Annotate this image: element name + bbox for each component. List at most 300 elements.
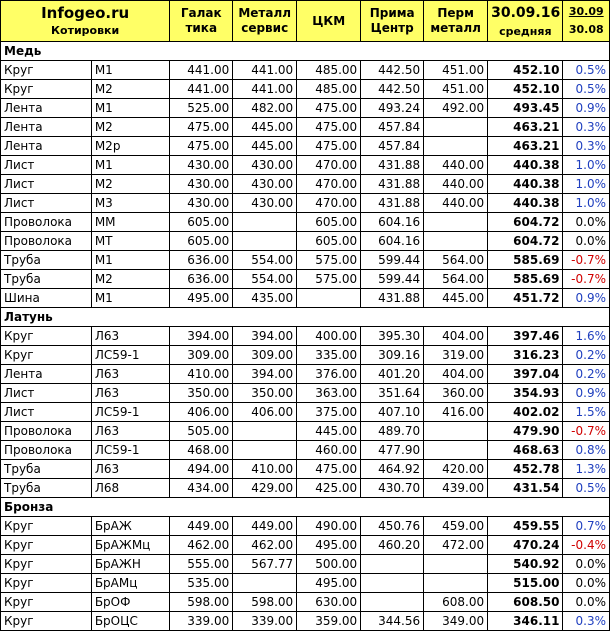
price-perm-metall: 472.00 <box>424 536 488 555</box>
price-change: 1.3% <box>563 460 610 479</box>
brand-title[interactable]: Infogeo.ru <box>41 4 130 22</box>
price-average: 493.45 <box>488 99 563 118</box>
col-header-line2: Центр <box>370 21 414 35</box>
price-galaktika: 410.00 <box>170 365 233 384</box>
table-row <box>1 327 610 346</box>
price-tskm: 630.00 <box>297 593 361 612</box>
col-header-line1: Прима <box>369 6 415 20</box>
table-row <box>1 61 610 80</box>
product-name: Круг <box>1 612 92 631</box>
section-filler <box>488 308 563 327</box>
price-prima-tsentr: 309.16 <box>361 346 424 365</box>
price-metallservis: 445.00 <box>233 137 297 156</box>
section-filler <box>361 42 424 61</box>
col-header-line1: Галак <box>180 6 222 20</box>
price-average: 452.78 <box>488 460 563 479</box>
price-tskm: 475.00 <box>297 137 361 156</box>
price-tskm: 335.00 <box>297 346 361 365</box>
price-galaktika: 309.00 <box>170 346 233 365</box>
price-change: -0.7% <box>563 251 610 270</box>
product-name: Лист <box>1 194 92 213</box>
product-name: Лента <box>1 365 92 384</box>
price-tskm: 475.00 <box>297 118 361 137</box>
price-metallservis: 410.00 <box>233 460 297 479</box>
col-header-line1: ЦКМ <box>312 13 346 28</box>
price-change: -0.4% <box>563 536 610 555</box>
product-grade: МТ <box>91 232 169 251</box>
price-change: 1.0% <box>563 175 610 194</box>
col-header-line1: Металл <box>238 6 292 20</box>
price-galaktika: 449.00 <box>170 517 233 536</box>
price-tskm: 445.00 <box>297 422 361 441</box>
product-grade: ЛС59-1 <box>91 403 169 422</box>
section-filler <box>361 308 424 327</box>
price-average: 463.21 <box>488 118 563 137</box>
price-change: 0.5% <box>563 61 610 80</box>
table-row <box>1 422 610 441</box>
col-header-metallservis <box>233 1 297 42</box>
product-grade: БрОЦС <box>91 612 169 631</box>
product-grade: БрАЖН <box>91 555 169 574</box>
section-filler <box>91 498 169 517</box>
price-change: 0.5% <box>563 80 610 99</box>
col-header-galaktika <box>170 1 233 42</box>
section-filler <box>424 498 488 517</box>
product-name: Труба <box>1 251 92 270</box>
col-header-line2: тика <box>185 21 218 35</box>
price-metallservis: 482.00 <box>233 99 297 118</box>
price-perm-metall: 404.00 <box>424 327 488 346</box>
price-average: 397.04 <box>488 365 563 384</box>
product-grade: ММ <box>91 213 169 232</box>
product-name: Лист <box>1 175 92 194</box>
price-change: 0.0% <box>563 213 610 232</box>
col-header-change <box>563 1 610 42</box>
price-tskm: 485.00 <box>297 61 361 80</box>
price-metallservis: 462.00 <box>233 536 297 555</box>
table-row <box>1 460 610 479</box>
table-row <box>1 213 610 232</box>
price-prima-tsentr: 489.70 <box>361 422 424 441</box>
price-tskm: 490.00 <box>297 517 361 536</box>
section-filler <box>297 498 361 517</box>
price-metallservis: 430.00 <box>233 175 297 194</box>
table-row <box>1 365 610 384</box>
price-prima-tsentr: 493.24 <box>361 99 424 118</box>
price-average: 585.69 <box>488 270 563 289</box>
header-avg-label: средняя <box>499 25 552 38</box>
price-perm-metall: 459.00 <box>424 517 488 536</box>
product-grade: М1 <box>91 251 169 270</box>
price-prima-tsentr: 599.44 <box>361 270 424 289</box>
product-grade: Л63 <box>91 384 169 403</box>
header-row <box>1 1 610 42</box>
product-grade: М2 <box>91 80 169 99</box>
price-tskm: 605.00 <box>297 232 361 251</box>
price-perm-metall: 445.00 <box>424 289 488 308</box>
price-galaktika: 434.00 <box>170 479 233 498</box>
section-filler <box>297 308 361 327</box>
price-average: 431.54 <box>488 479 563 498</box>
price-average: 604.72 <box>488 232 563 251</box>
table-row <box>1 593 610 612</box>
price-metallservis: 430.00 <box>233 156 297 175</box>
table-row <box>1 175 610 194</box>
table-row <box>1 536 610 555</box>
price-galaktika: 475.00 <box>170 137 233 156</box>
product-name: Лист <box>1 384 92 403</box>
table-row <box>1 517 610 536</box>
product-name: Круг <box>1 593 92 612</box>
section-filler <box>170 498 233 517</box>
price-tskm: 359.00 <box>297 612 361 631</box>
price-perm-metall: 608.00 <box>424 593 488 612</box>
price-change: 1.0% <box>563 194 610 213</box>
product-name: Круг <box>1 536 92 555</box>
price-change: 0.9% <box>563 384 610 403</box>
section-title: Медь <box>1 42 92 61</box>
product-grade: Л63 <box>91 327 169 346</box>
table-row <box>1 156 610 175</box>
table-row <box>1 251 610 270</box>
section-filler <box>563 42 610 61</box>
price-metallservis: 441.00 <box>233 61 297 80</box>
price-galaktika: 598.00 <box>170 593 233 612</box>
price-metallservis: 598.00 <box>233 593 297 612</box>
price-tskm: 575.00 <box>297 251 361 270</box>
price-perm-metall <box>424 232 488 251</box>
table-row <box>1 441 610 460</box>
table-row <box>1 384 610 403</box>
product-grade: ЛС59-1 <box>91 346 169 365</box>
price-tskm: 400.00 <box>297 327 361 346</box>
price-metallservis: 339.00 <box>233 612 297 631</box>
price-perm-metall <box>424 422 488 441</box>
product-name: Круг <box>1 80 92 99</box>
price-galaktika: 605.00 <box>170 232 233 251</box>
price-change: 0.2% <box>563 365 610 384</box>
price-galaktika: 339.00 <box>170 612 233 631</box>
quotes-body <box>1 42 610 631</box>
table-row <box>1 232 610 251</box>
section-filler <box>563 498 610 517</box>
price-change: 0.9% <box>563 289 610 308</box>
col-header-average <box>488 1 563 42</box>
section-filler <box>91 308 169 327</box>
col-header-line2: металл <box>430 21 481 35</box>
table-row <box>1 80 610 99</box>
product-grade: М1 <box>91 99 169 118</box>
price-prima-tsentr: 457.84 <box>361 118 424 137</box>
price-metallservis: 449.00 <box>233 517 297 536</box>
price-average: 515.00 <box>488 574 563 593</box>
price-galaktika: 350.00 <box>170 384 233 403</box>
price-perm-metall: 416.00 <box>424 403 488 422</box>
price-change: 0.0% <box>563 555 610 574</box>
price-average: 585.69 <box>488 251 563 270</box>
section-filler <box>424 308 488 327</box>
table-row <box>1 270 610 289</box>
table-row <box>1 118 610 137</box>
price-perm-metall <box>424 555 488 574</box>
price-average: 608.50 <box>488 593 563 612</box>
compare-date-top: 30.09 <box>568 5 604 18</box>
price-prima-tsentr: 457.84 <box>361 137 424 156</box>
price-metallservis: 445.00 <box>233 118 297 137</box>
price-perm-metall <box>424 574 488 593</box>
section-filler <box>233 42 297 61</box>
price-change: 0.3% <box>563 137 610 156</box>
price-metallservis <box>233 232 297 251</box>
price-perm-metall: 404.00 <box>424 365 488 384</box>
product-name: Круг <box>1 346 92 365</box>
price-galaktika: 525.00 <box>170 99 233 118</box>
price-average: 451.72 <box>488 289 563 308</box>
price-tskm: 485.00 <box>297 80 361 99</box>
price-change: 1.0% <box>563 156 610 175</box>
price-prima-tsentr: 401.20 <box>361 365 424 384</box>
table-row <box>1 99 610 118</box>
price-prima-tsentr: 604.16 <box>361 213 424 232</box>
price-galaktika: 555.00 <box>170 555 233 574</box>
price-change: -0.7% <box>563 422 610 441</box>
price-perm-metall: 440.00 <box>424 194 488 213</box>
section-filler <box>170 42 233 61</box>
table-row <box>1 137 610 156</box>
price-prima-tsentr: 431.88 <box>361 156 424 175</box>
price-change: 0.0% <box>563 593 610 612</box>
section-filler <box>170 308 233 327</box>
table-row <box>1 289 610 308</box>
price-perm-metall: 492.00 <box>424 99 488 118</box>
price-change: 0.3% <box>563 612 610 631</box>
price-average: 440.38 <box>488 175 563 194</box>
product-name: Лента <box>1 118 92 137</box>
price-metallservis: 350.00 <box>233 384 297 403</box>
price-galaktika: 430.00 <box>170 156 233 175</box>
price-tskm: 375.00 <box>297 403 361 422</box>
price-galaktika: 441.00 <box>170 80 233 99</box>
product-grade: Л63 <box>91 365 169 384</box>
price-galaktika: 505.00 <box>170 422 233 441</box>
price-average: 316.23 <box>488 346 563 365</box>
table-row <box>1 346 610 365</box>
price-perm-metall: 439.00 <box>424 479 488 498</box>
price-perm-metall: 451.00 <box>424 80 488 99</box>
price-tskm: 363.00 <box>297 384 361 403</box>
product-name: Лист <box>1 403 92 422</box>
brand-subtitle: Котировки <box>51 24 120 37</box>
price-metallservis <box>233 422 297 441</box>
price-average: 470.24 <box>488 536 563 555</box>
price-prima-tsentr: 395.30 <box>361 327 424 346</box>
price-metallservis: 309.00 <box>233 346 297 365</box>
price-change: 0.3% <box>563 118 610 137</box>
price-average: 397.46 <box>488 327 563 346</box>
price-prima-tsentr: 464.92 <box>361 460 424 479</box>
price-prima-tsentr: 431.88 <box>361 194 424 213</box>
price-average: 463.21 <box>488 137 563 156</box>
price-prima-tsentr: 599.44 <box>361 251 424 270</box>
price-prima-tsentr: 460.20 <box>361 536 424 555</box>
price-galaktika: 430.00 <box>170 194 233 213</box>
price-perm-metall: 564.00 <box>424 270 488 289</box>
price-prima-tsentr <box>361 555 424 574</box>
product-grade: Л68 <box>91 479 169 498</box>
product-grade: Л63 <box>91 422 169 441</box>
price-galaktika: 394.00 <box>170 327 233 346</box>
price-average: 346.11 <box>488 612 563 631</box>
price-perm-metall: 319.00 <box>424 346 488 365</box>
price-galaktika: 475.00 <box>170 118 233 137</box>
price-tskm: 575.00 <box>297 270 361 289</box>
col-header-line1: Перм <box>437 6 474 20</box>
price-metallservis: 406.00 <box>233 403 297 422</box>
section-title: Бронза <box>1 498 92 517</box>
section-filler <box>361 498 424 517</box>
product-grade: М2 <box>91 175 169 194</box>
product-grade: БрАМц <box>91 574 169 593</box>
price-tskm: 376.00 <box>297 365 361 384</box>
price-average: 452.10 <box>488 61 563 80</box>
price-tskm: 495.00 <box>297 574 361 593</box>
compare-date-bottom: 30.08 <box>568 23 604 36</box>
product-name: Круг <box>1 574 92 593</box>
product-grade: ЛС59-1 <box>91 441 169 460</box>
price-metallservis: 429.00 <box>233 479 297 498</box>
price-perm-metall: 451.00 <box>424 61 488 80</box>
product-name: Проволока <box>1 441 92 460</box>
section-filler <box>297 42 361 61</box>
price-perm-metall: 360.00 <box>424 384 488 403</box>
product-name: Труба <box>1 460 92 479</box>
product-grade: БрОФ <box>91 593 169 612</box>
product-grade: М1 <box>91 289 169 308</box>
price-galaktika: 430.00 <box>170 175 233 194</box>
price-prima-tsentr: 431.88 <box>361 289 424 308</box>
price-galaktika: 462.00 <box>170 536 233 555</box>
product-name: Проволока <box>1 422 92 441</box>
price-tskm: 425.00 <box>297 479 361 498</box>
section-filler <box>91 42 169 61</box>
price-change: 0.5% <box>563 479 610 498</box>
section-filler <box>488 498 563 517</box>
section-title: Латунь <box>1 308 92 327</box>
price-prima-tsentr: 351.64 <box>361 384 424 403</box>
price-change: 1.5% <box>563 403 610 422</box>
price-perm-metall <box>424 441 488 460</box>
price-prima-tsentr: 442.50 <box>361 61 424 80</box>
product-grade: Л63 <box>91 460 169 479</box>
price-average: 604.72 <box>488 213 563 232</box>
section-filler <box>563 308 610 327</box>
table-row <box>1 479 610 498</box>
price-change: -0.7% <box>563 270 610 289</box>
price-average: 354.93 <box>488 384 563 403</box>
price-perm-metall <box>424 213 488 232</box>
table-row <box>1 403 610 422</box>
price-change: 0.9% <box>563 99 610 118</box>
product-name: Шина <box>1 289 92 308</box>
product-grade: БрАЖМц <box>91 536 169 555</box>
section-filler <box>233 498 297 517</box>
price-change: 1.6% <box>563 327 610 346</box>
price-metallservis <box>233 441 297 460</box>
price-average: 479.90 <box>488 422 563 441</box>
price-average: 402.02 <box>488 403 563 422</box>
price-tskm: 495.00 <box>297 536 361 555</box>
price-tskm: 500.00 <box>297 555 361 574</box>
section-header-row <box>1 498 610 517</box>
product-grade: М3 <box>91 194 169 213</box>
section-filler <box>424 42 488 61</box>
price-metallservis: 394.00 <box>233 365 297 384</box>
price-tskm: 475.00 <box>297 460 361 479</box>
price-prima-tsentr <box>361 593 424 612</box>
price-galaktika: 636.00 <box>170 270 233 289</box>
product-grade: М2р <box>91 137 169 156</box>
brand-cell <box>1 1 170 42</box>
price-galaktika: 535.00 <box>170 574 233 593</box>
price-metallservis: 567.77 <box>233 555 297 574</box>
price-prima-tsentr: 430.70 <box>361 479 424 498</box>
price-prima-tsentr: 477.90 <box>361 441 424 460</box>
table-row <box>1 574 610 593</box>
price-perm-metall <box>424 118 488 137</box>
product-name: Труба <box>1 479 92 498</box>
price-tskm <box>297 289 361 308</box>
price-tskm: 470.00 <box>297 194 361 213</box>
price-tskm: 460.00 <box>297 441 361 460</box>
price-metallservis: 554.00 <box>233 251 297 270</box>
section-filler <box>488 42 563 61</box>
price-galaktika: 406.00 <box>170 403 233 422</box>
price-average: 459.55 <box>488 517 563 536</box>
price-tskm: 470.00 <box>297 156 361 175</box>
price-average: 440.38 <box>488 194 563 213</box>
price-prima-tsentr: 407.10 <box>361 403 424 422</box>
price-average: 468.63 <box>488 441 563 460</box>
price-galaktika: 636.00 <box>170 251 233 270</box>
product-name: Проволока <box>1 213 92 232</box>
price-change: 0.2% <box>563 346 610 365</box>
col-header-perm-metall <box>424 1 488 42</box>
price-prima-tsentr: 431.88 <box>361 175 424 194</box>
table-row <box>1 194 610 213</box>
table-row <box>1 555 610 574</box>
product-name: Труба <box>1 270 92 289</box>
col-header-line2: сервис <box>241 21 289 35</box>
product-grade: БрАЖ <box>91 517 169 536</box>
price-perm-metall: 564.00 <box>424 251 488 270</box>
price-galaktika: 468.00 <box>170 441 233 460</box>
product-grade: М1 <box>91 61 169 80</box>
price-galaktika: 605.00 <box>170 213 233 232</box>
product-name: Лист <box>1 156 92 175</box>
price-change: 0.0% <box>563 574 610 593</box>
col-header-prima-tsentr <box>361 1 424 42</box>
price-change: 0.8% <box>563 441 610 460</box>
product-grade: М1 <box>91 156 169 175</box>
section-header-row <box>1 42 610 61</box>
price-perm-metall: 440.00 <box>424 175 488 194</box>
table-row <box>1 612 610 631</box>
section-filler <box>233 308 297 327</box>
product-grade: М2 <box>91 270 169 289</box>
price-average: 452.10 <box>488 80 563 99</box>
col-header-tskm <box>297 1 361 42</box>
price-tskm: 470.00 <box>297 175 361 194</box>
